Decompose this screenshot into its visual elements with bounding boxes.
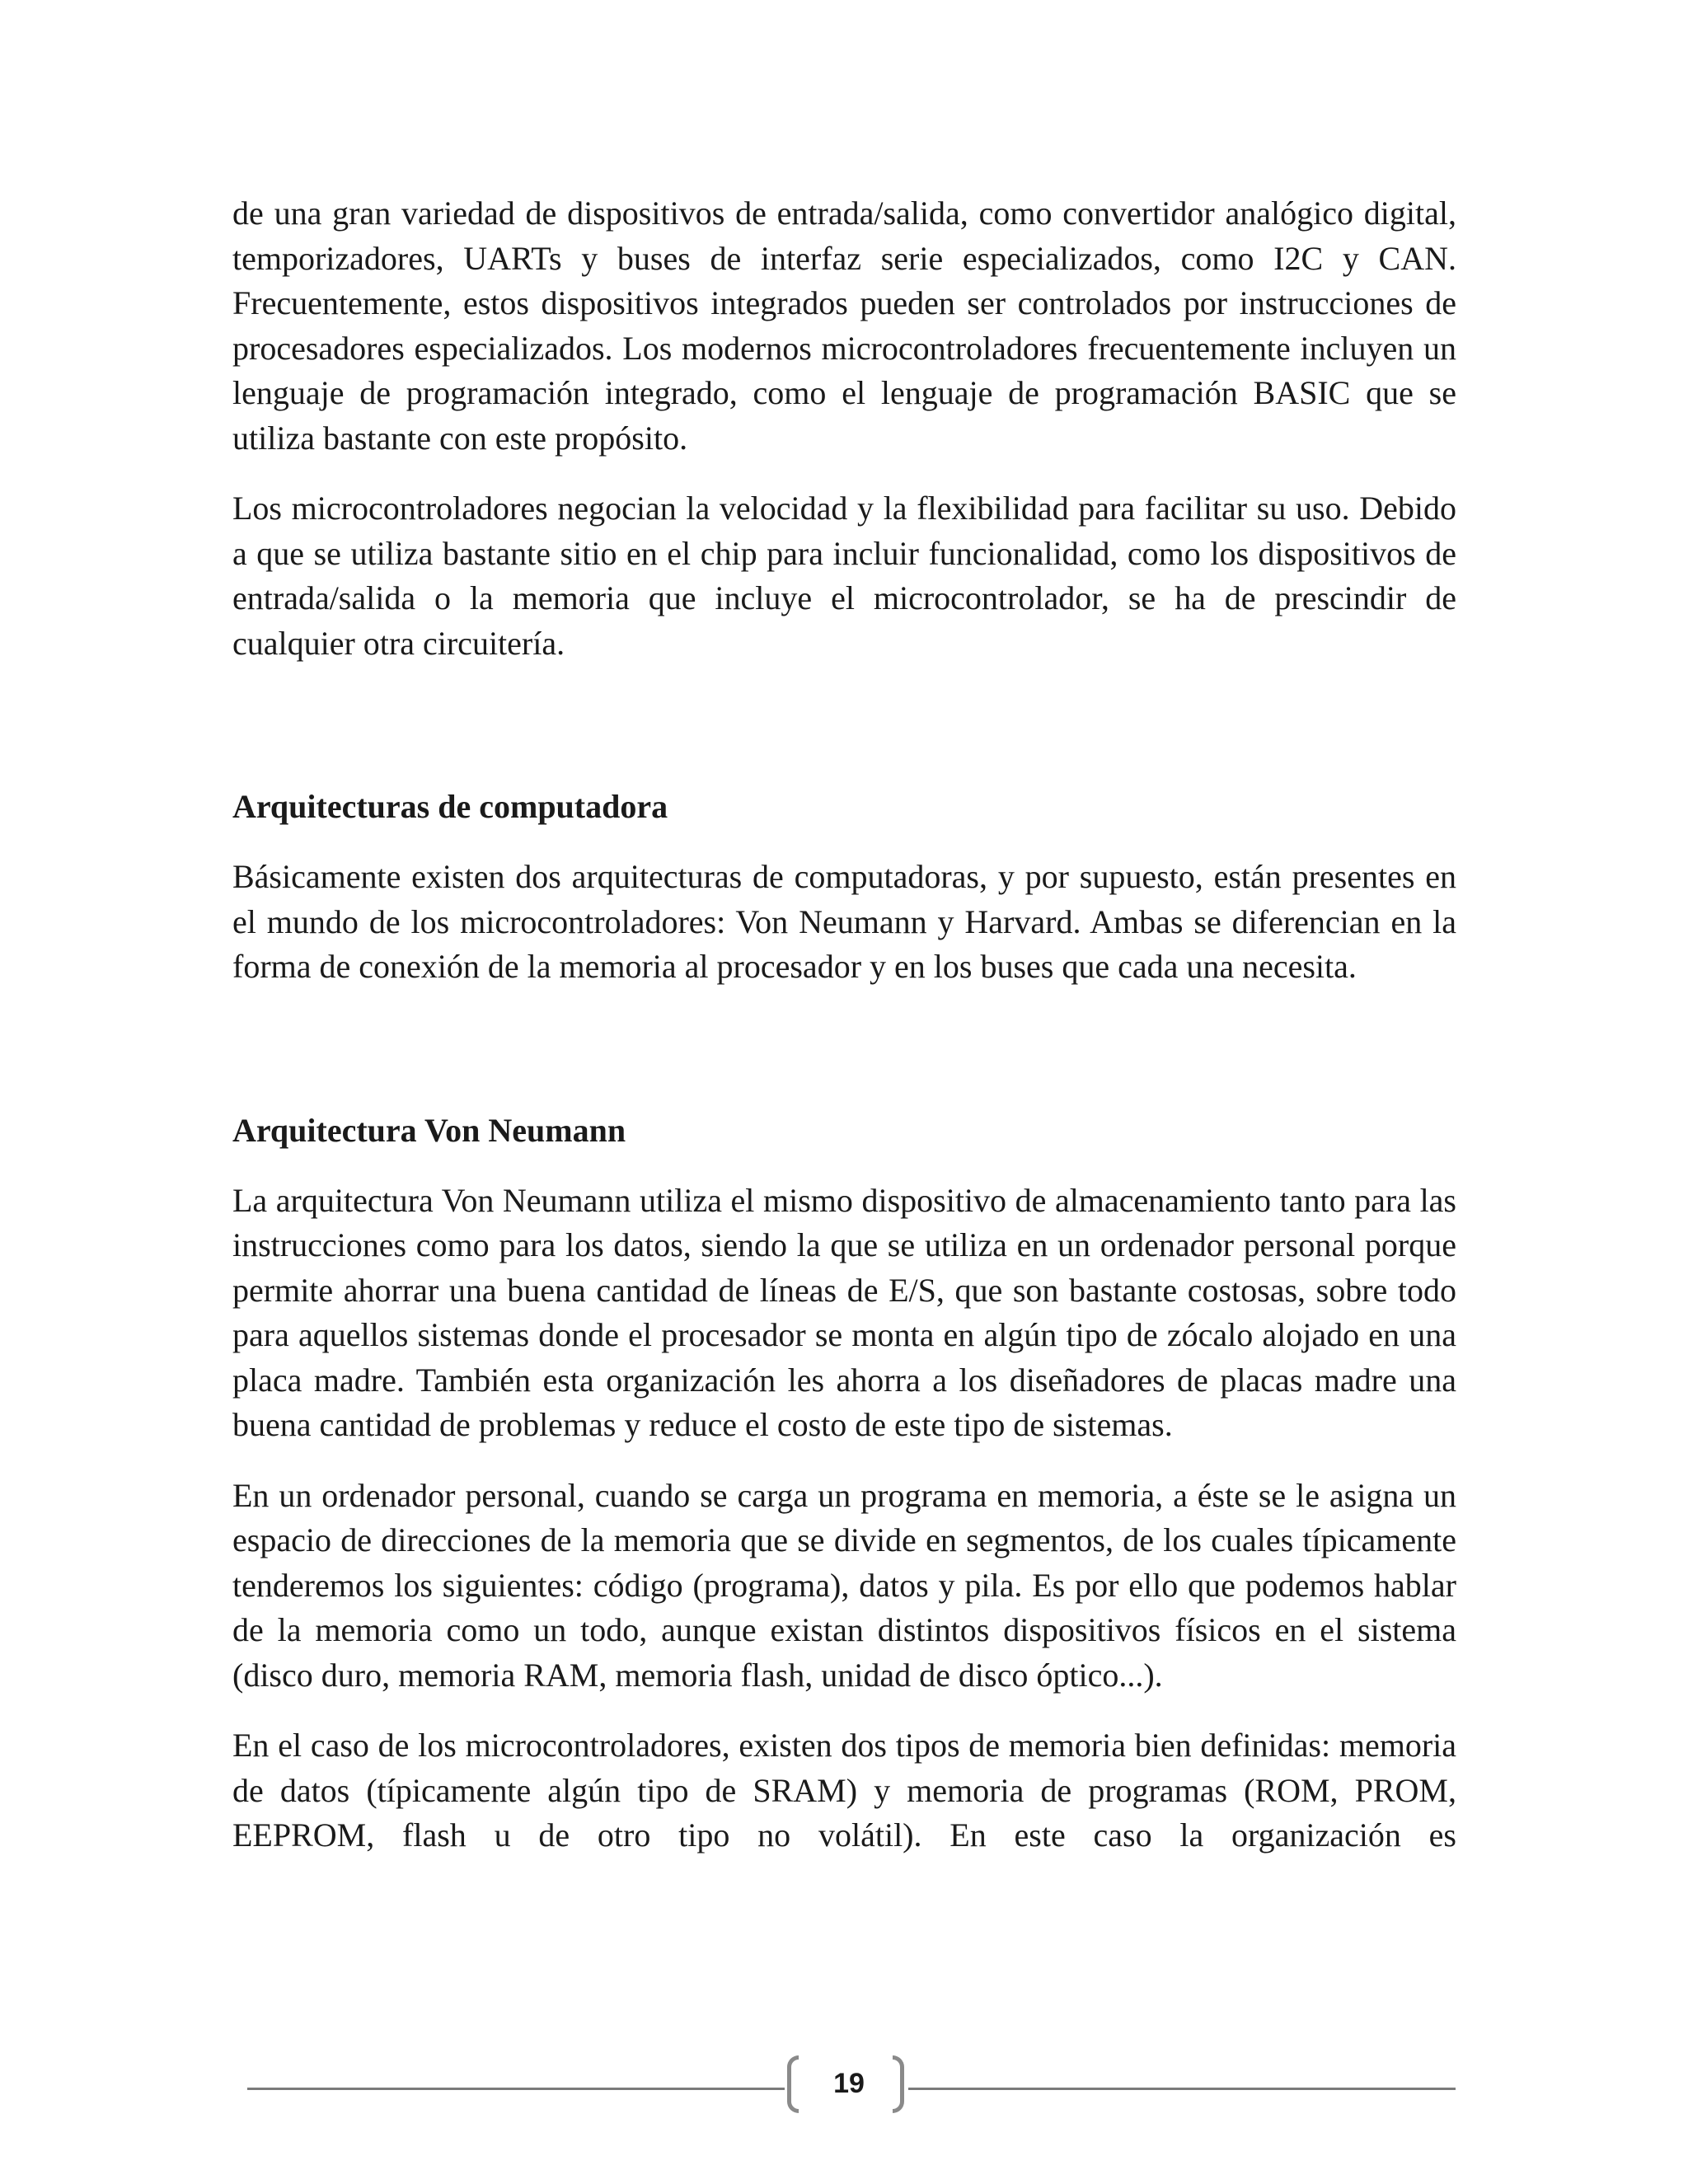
bracket-left-decoration [787,2055,799,2113]
paragraph-von-neumann-3: En el caso de los microcontroladores, existen dos tipos de memoria bien definidas: memoria de datos (típicamente algún tipo de SRAM) y memoria de programas (ROM, PROM, EEPROM, flash u de otro tipo no volátil). En este caso la organización es [232,1727,1456,1854]
footer-rule-right [908,2088,1456,2090]
paragraph-intro-1: de una gran variedad de dispositivos de entrada/salida, como convertidor analógico digital, temporizadores, UARTs y buses de interfaz serie especializados, como I2C y CAN. Frecuentemente, estos dispositivos integrados pueden ser controlados por instrucciones de procesadores especializados. Los modernos microcontroladores frecuentemente incluyen un lenguaje de programación integrado, como el lenguaje de programación BASIC que se utiliza bastante con este propósito. [232,194,1456,457]
page-footer [247,2054,1456,2120]
page-content [232,191,1456,1858]
paragraph-von-neumann-2: En un ordenador personal, cuando se carga un programa en memoria, a éste se le asigna un espacio de direcciones de la memoria que se divide en segmentos, de los cuales típicamente tenderemos los siguientes: código (programa), datos y pila. Es por ello que podemos hablar de la memoria como un todo, aunque existan distintos dispositivos físicos en el sistema (disco duro, memoria RAM, memoria flash, unidad de disco óptico...). [232,1476,1456,1694]
bracket-right-decoration [893,2055,904,2113]
paragraph-von-neumann-1: La arquitectura Von Neumann utiliza el mismo dispositivo de almacenamiento tanto para las instrucciones como para los datos, siendo la que se utiliza en un ordenador personal porque permite ahorrar una buena cantidad de líneas de E/S, que son bastante costosas, sobre todo para aquellos sistemas donde el procesador se monta en algún tipo de zócalo alojado en una placa madre. También esta organización les ahorra a los diseñadores de placas madre una buena cantidad de problemas y reduce el costo de este tipo de sistemas. [232,1181,1456,1443]
page-number: 19 [833,2068,865,2099]
section-heading-von-neumann: Arquitectura Von Neumann [232,1111,626,1149]
section-heading-architectures: Arquitecturas de computadora [232,788,668,825]
footer-rule-left [247,2088,785,2090]
paragraph-intro-2: Los microcontroladores negocian la velocidad y la flexibilidad para facilitar su uso. Debido a que se utiliza bastante sitio en el chip para incluir funcionalidad, como los dispositivos de entrada/salida o la memoria que incluye el microcontrolador, se ha de prescindir de cualquier otra circuitería. [232,490,1456,662]
paragraph-architectures-1: Básicamente existen dos arquitecturas de computadoras, y por supuesto, están presentes en el mundo de los microcontroladores: Von Neumann y Harvard. Ambas se diferencian en la forma de conexión de la memoria al procesador y en los buses que cada una necesita. [232,858,1456,985]
